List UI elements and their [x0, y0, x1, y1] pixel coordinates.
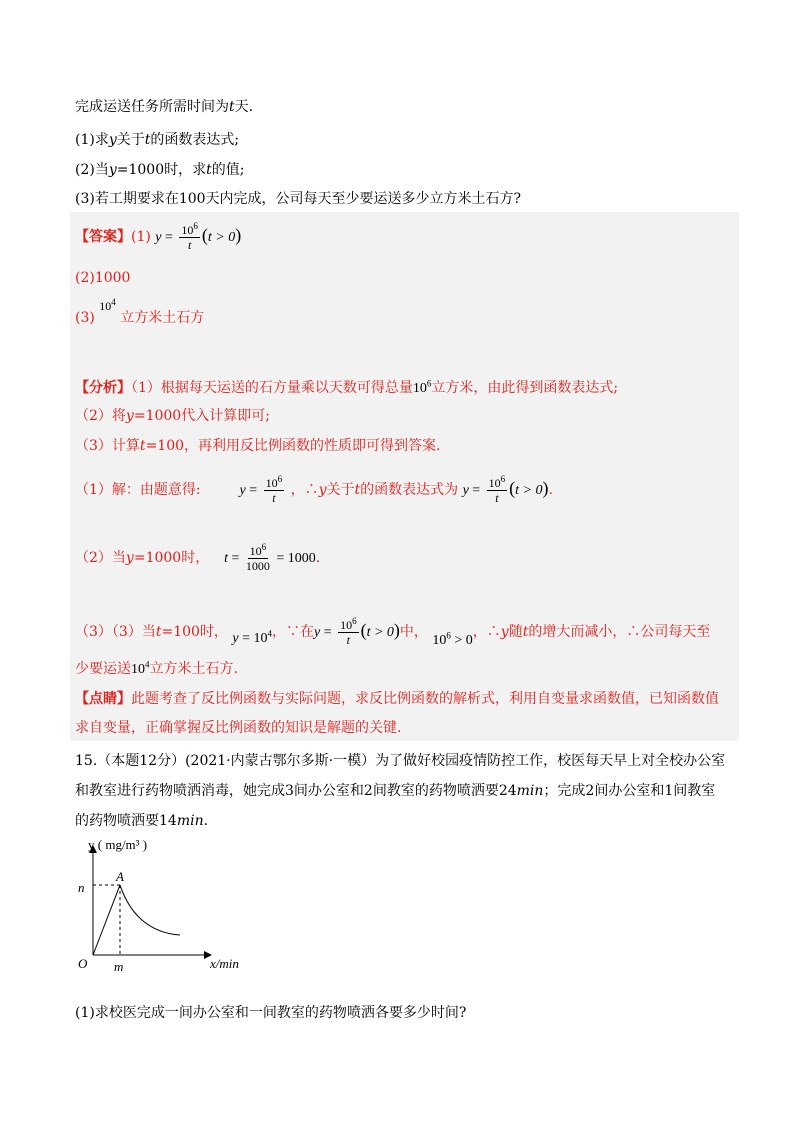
q15-sub-question-1: (1)求校医完成一间办公室和一间教室的药物喷洒各要多少时间? — [75, 1005, 467, 1021]
q15-line-2: 和教室进行药物喷洒消毒，她完成3间办公室和2间教室的药物喷洒要24min；完成2间办公室和1间教室 — [75, 783, 716, 799]
n-label: n — [78, 880, 85, 895]
problem-line-1: 完成运送任务所需时间为t天. — [75, 99, 254, 115]
y-axis-label: y ( mg/m³ ) — [88, 837, 148, 852]
comment-line-2: 求自变量，正确掌握反比例函数的知识是解题的关键. — [75, 720, 402, 736]
solution-step-1: （1）解：由题意得: y = $\frac{10^6}{t}$ ，∴y关于t的函数表达式为 y = $\frac{10^6}{t}$ (t > 0). — [75, 473, 553, 505]
analysis-line-3: （3）计算t=100，再利用反比例函数的性质即可得到答案. — [75, 438, 441, 454]
m-label: m — [114, 959, 124, 974]
solution-step-3: （3）（3）当t=100时， $y = 10^4$，∵在y = $\frac{10^6}{t}$ (t > 0)中， $10^6 > 0$，∴y随t的增大而减小，∴公司每天至 — [75, 615, 711, 648]
fraction-10e6-over-t: $\frac{10^6}{t}$ — [181, 220, 198, 252]
q15-line-3: 的药物喷洒要14min. — [75, 813, 209, 829]
answer-line-1: 【答案】(1) y = $\frac{10^6}{t}$ (t > 0) — [75, 220, 242, 252]
q15-line-1: 15.（本题12分）(2021·内蒙古鄂尔多斯·一模）为了做好校园疫情防控工作，校医每天早上对全校办公室 — [75, 753, 726, 769]
origin-label: O — [78, 956, 88, 971]
decay-curve — [120, 885, 180, 935]
solution-step-3-cont: 少要运送$10^4$立方米土石方. — [75, 659, 238, 677]
question-3: (3)若工期要求在100天内完成，公司每天至少要运送多少立方米土石方? — [75, 191, 522, 207]
analysis-line-1: 【分析】（1）根据每天运送的石方量乘以天数可得总量$10^6$立方米，由此得到函数表达式; — [75, 378, 619, 396]
analysis-line-2: （2）将y=1000代入计算即可; — [75, 408, 270, 424]
x-axis-label: x/min — [210, 956, 239, 971]
question-2: (2)当y=1000时，求t的值; — [75, 162, 245, 178]
question-1: (1)求y关于t的函数表达式; — [75, 132, 240, 148]
comment-line-1: 【点睛】此题考查了反比例函数与实际问题，求反比例函数的解析式，利用自变量求函数值，已知函数值 — [75, 691, 719, 707]
concentration-graph — [70, 835, 260, 975]
solution-step-2: （2）当y=1000时， t = $\frac{10^6}{1000}$ = 1000. — [75, 541, 321, 573]
answer-line-2: (2)1000 — [75, 270, 131, 286]
a-label: A — [116, 869, 124, 884]
answer-line-3: (3) $10^4$ 立方米土石方 — [75, 297, 205, 326]
rise-segment — [93, 885, 120, 955]
